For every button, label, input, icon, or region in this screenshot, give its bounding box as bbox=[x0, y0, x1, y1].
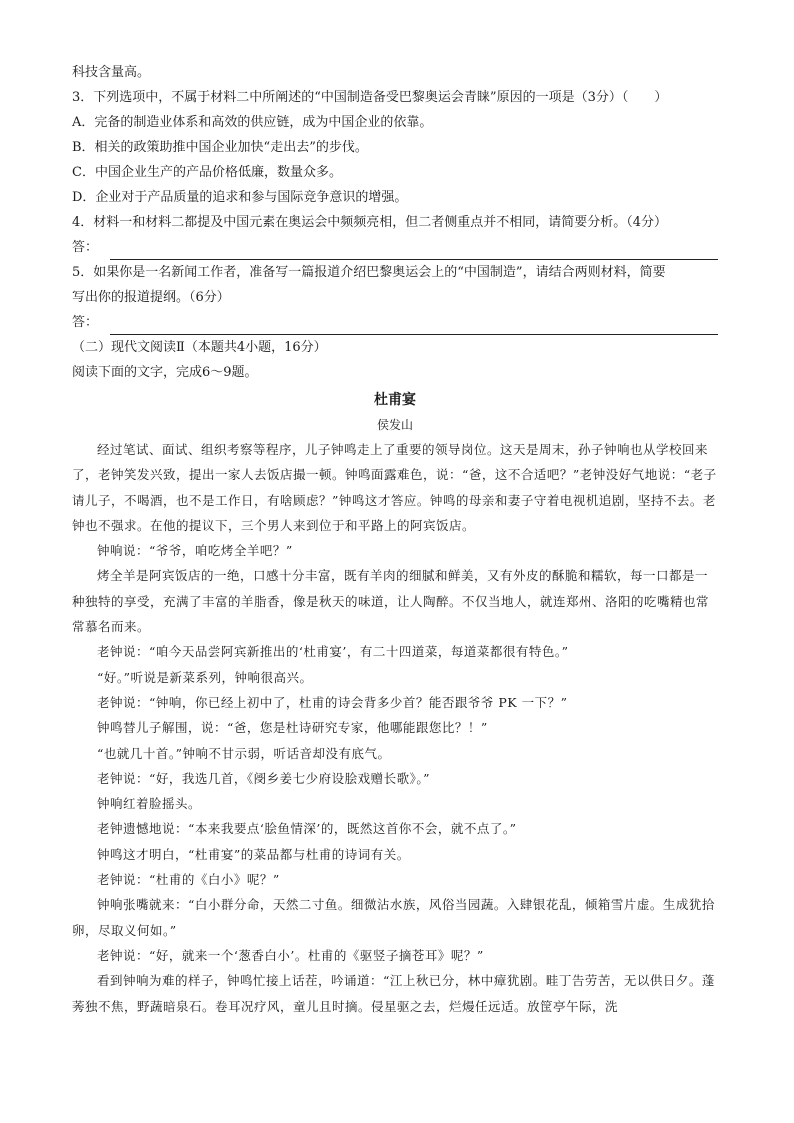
story-paragraph: 老钟说：“咱今天品尝阿宾新推出的‘杜甫宴’，有二十四道菜，每道菜都很有特色。” bbox=[97, 644, 569, 660]
option-a: A．完备的制造业体系和高效的供应链，成为中国企业的依靠。 bbox=[72, 115, 433, 130]
instruction: 阅读下面的文字，完成6～9题。 bbox=[72, 365, 258, 380]
text-line: 科技含量高。 bbox=[72, 65, 151, 80]
story-paragraph: 老钟说：“好，我选几首，《阌乡姜七少府设脍戏赠长歌》。” bbox=[97, 770, 431, 786]
answer-rule[interactable] bbox=[110, 242, 718, 260]
answer-rule[interactable] bbox=[110, 317, 718, 335]
answer-line-4[interactable] bbox=[72, 235, 718, 260]
question-3: 3．下列选项中，不属于材料二中所阐述的“中国制造备受巴黎奥运会青睐”原因的一项是（3分）（ ） bbox=[72, 90, 668, 105]
option-b: B．相关的政策助推中国企业加快“走出去”的步伐。 bbox=[72, 140, 368, 155]
story-paragraph: 烤全羊是阿宾饭店的一绝，口感十分丰富，既有羊肉的细腻和鲜美，又有外皮的酥脆和糯软，每一口都是一种独特的享受，充满了丰富的羊脂香，像是秋天的味道，让人陶醉。不仅当地人，就连郑州、洛阳的吃嘴精也常常慕名而来。 bbox=[72, 568, 710, 635]
exam-page bbox=[72, 60, 718, 1019]
answer-label: 答： bbox=[72, 315, 99, 330]
story-paragraph: “好。”听说是新菜系列，钟响很高兴。 bbox=[97, 669, 313, 685]
option-d: D．企业对于产品质量的追求和参与国际竞争意识的增强。 bbox=[72, 190, 408, 205]
story-paragraph: 钟鸣替儿子解围，说：“爸，您是杜诗研究专家，他哪能跟您比？！” bbox=[97, 720, 488, 736]
story-paragraph: 经过笔试、面试、组织考察等程序，儿子钟鸣走上了重要的领导岗位。这天是周末，孙子钟响也从学校回来了，老钟笑发兴致，提出一家人去饭店撮一顿。钟鸣面露难色，说：“爸，这不合适吧？”老钟没好气地说：“老子请儿子，不喝酒，也不是工作日，有啥顾虑？”钟鸣这才答应。钟鸣的母亲和妻子守着电视机追剧，坚持不去。老钟也不强求。在他的提议下，三个男人来到位于和平路上的阿宾饭店。 bbox=[72, 442, 717, 533]
story-paragraph: 老钟遗憾地说：“本来我要点‘脍鱼情深’的，既然这首你不会，就不点了。” bbox=[97, 821, 517, 837]
answer-line-5[interactable] bbox=[72, 310, 718, 335]
story-title: 杜甫宴 bbox=[374, 392, 416, 408]
story-paragraph: 钟响张嘴就来：“白小群分命，天然二寸鱼。细微沾水族，风俗当园蔬。入肆银花乱，倾箱雪片虚。生成犹拾卵，尽取义何如。” bbox=[72, 897, 715, 938]
question-5-line-1: 5．如果你是一名新闻工作者，准备写一篇报道介绍巴黎奥运会上的“中国制造”，请结合两则材料，简要 bbox=[72, 265, 666, 280]
story-paragraph: “也就几十首。”钟响不甘示弱，听话音却没有底气。 bbox=[97, 745, 391, 761]
story-paragraph: 老钟说：“好，就来一个‘葱香白小’。杜甫的《驱竖子摘苍耳》呢？” bbox=[97, 947, 484, 963]
story-paragraph: 钟鸣这才明白，“杜甫宴”的菜品都与杜甫的诗词有关。 bbox=[97, 846, 410, 862]
question-5-line-2: 写出你的报道提纲。（6分） bbox=[72, 290, 230, 305]
story-paragraph: 老钟说：“杜甫的《白小》呢？” bbox=[97, 872, 280, 888]
story-author: 侯发山 bbox=[376, 418, 413, 432]
story-paragraph: 钟响说：“爷爷，咱吃烤全羊吧？” bbox=[97, 543, 293, 559]
answer-label: 答： bbox=[72, 240, 99, 255]
story-paragraph: 老钟说：“钟响，你已经上初中了，杜甫的诗会背多少首？能否跟爷爷 PK 一下？” bbox=[97, 694, 568, 710]
story-body bbox=[72, 437, 718, 1019]
story-paragraph: 钟响红着脸摇头。 bbox=[97, 796, 202, 812]
section-heading: （二）现代文阅读Ⅱ（本题共4小题，16分） bbox=[72, 340, 327, 355]
question-4: 4．材料一和材料二都提及中国元素在奥运会中频频亮相，但二者侧重点并不相同，请简要分析。（4分） bbox=[72, 215, 668, 230]
story-paragraph: 看到钟响为难的样子，钟鸣忙接上话茬，吟诵道：“江上秋已分，林中瘴犹剧。畦丁告劳苦，无以供日夕。蓬莠独不焦，野蔬暗泉石。卷耳况疗风，童儿且时摘。侵星驱之去，烂熳任远适。放筐亭午际，洗 bbox=[72, 973, 715, 1014]
option-c: C．中国企业生产的产品价格低廉，数量众多。 bbox=[72, 165, 342, 180]
